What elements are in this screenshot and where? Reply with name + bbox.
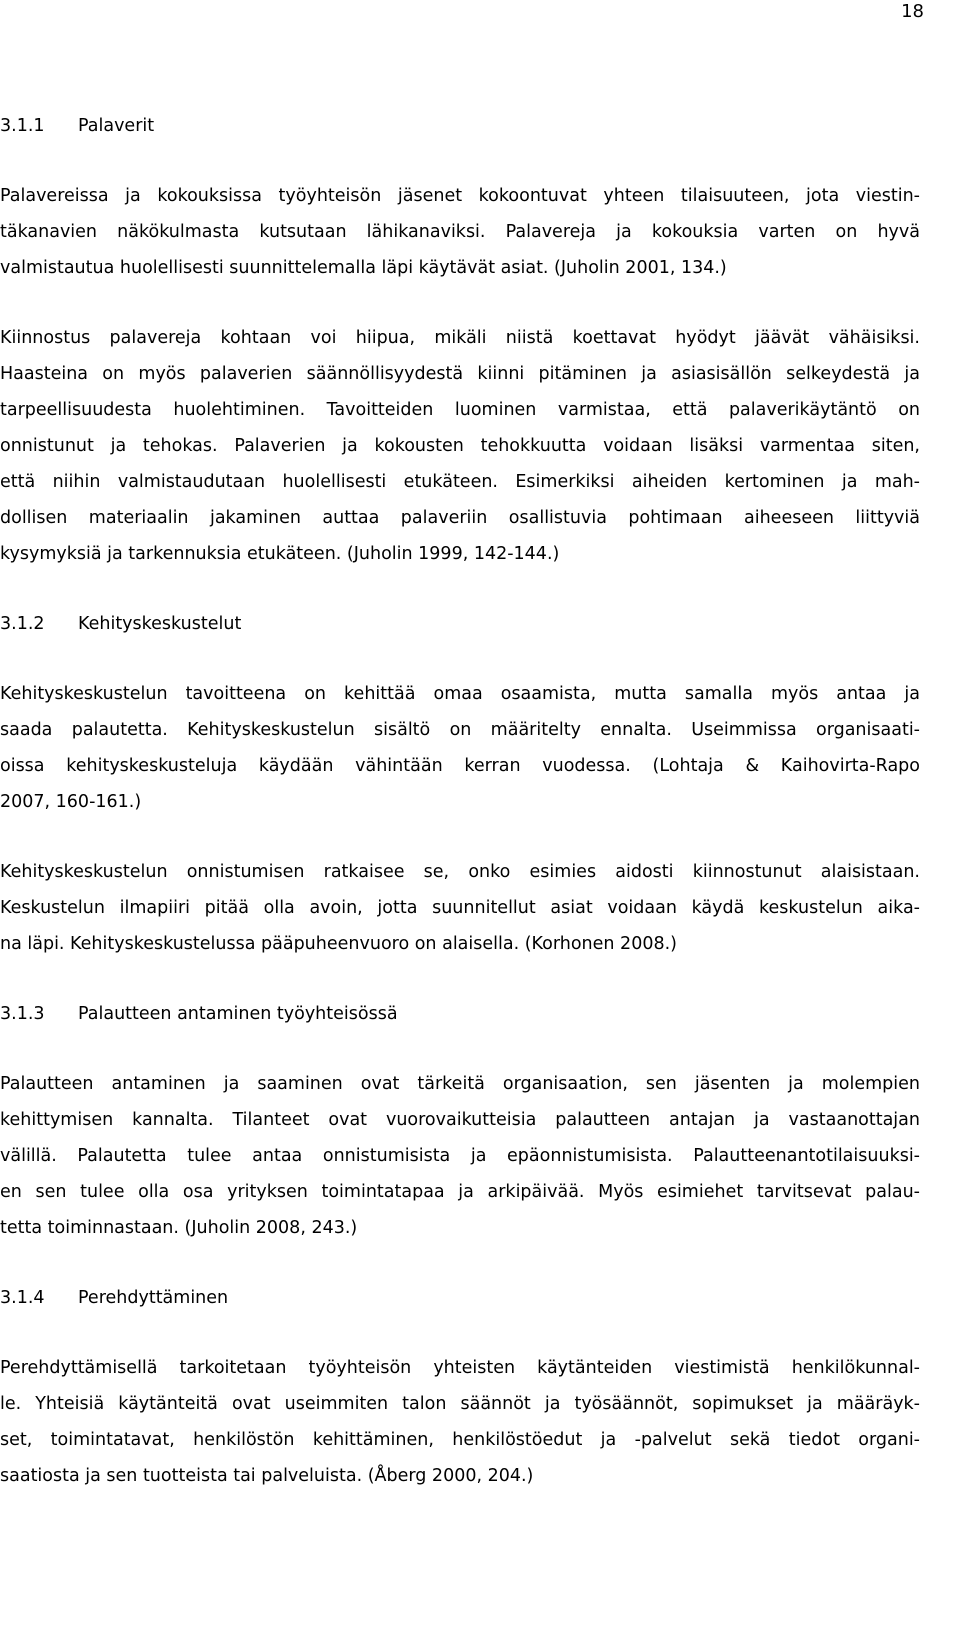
section-heading: [0, 108, 920, 144]
section-number: 3.1.1: [0, 116, 45, 136]
section-title: Kehityskeskustelut: [78, 614, 242, 634]
section-heading: [0, 606, 920, 642]
text-line: set, toimintatavat, henkilöstön kehittäminen, henkilöstöedut ja -palvelut sekä tiedot organi-: [0, 1430, 920, 1450]
text-line: Palavereissa ja kokouksissa työyhteisön jäsenet kokoontuvat yhteen tilaisuuteen, jota viestin-: [0, 186, 920, 206]
text-line: että niihin valmistaudutaan huolellisesti etukäteen. Esimerkiksi aiheiden kertominen ja mah-: [0, 472, 920, 492]
section-3-1-2: [0, 606, 920, 996]
document-body: [0, 108, 920, 1494]
text-line: tarpeellisuudesta huolehtiminen. Tavoitteiden luominen varmistaa, että palaverikäytäntö on: [0, 400, 920, 420]
text-line: le. Yhteisiä käytänteitä ovat useimmiten talon säännöt ja työsäännöt, sopimukset ja määräyk-: [0, 1394, 920, 1414]
page-number: 18: [901, 1, 924, 22]
text-line: Kiinnostus palavereja kohtaan voi hiipua, mikäli niistä koettavat hyödyt jäävät vähäisiksi.: [0, 328, 920, 348]
section-heading: [0, 1280, 920, 1316]
text-line: oissa kehityskeskusteluja käydään vähintään kerran vuodessa. (Lohtaja & Kaihovirta-Rapo: [0, 756, 920, 776]
text-line: kysymyksiä ja tarkennuksia etukäteen. (Juholin 1999, 142-144.): [0, 544, 560, 564]
text-line: 2007, 160-161.): [0, 792, 142, 812]
section-3-1-4: [0, 1280, 920, 1494]
section-title: Palaverit: [78, 116, 155, 136]
text-line: valmistautua huolellisesti suunnittelemalla läpi käytävät asiat. (Juholin 2001, 134.): [0, 258, 727, 278]
section-number: 3.1.4: [0, 1288, 45, 1308]
paragraph: [0, 320, 920, 572]
section-3-1-1: [0, 108, 920, 606]
section-heading: [0, 996, 920, 1032]
paragraph: [0, 676, 920, 820]
text-line: dollisen materiaalin jakaminen auttaa palaveriin osallistuvia pohtimaan aiheeseen liittyviä: [0, 508, 920, 528]
section-3-1-3: [0, 996, 920, 1280]
text-line: kehittymisen kannalta. Tilanteet ovat vuorovaikutteisia palautteen antajan ja vastaanottajan: [0, 1110, 920, 1130]
section-title: Perehdyttäminen: [78, 1288, 229, 1308]
paragraph: [0, 854, 920, 962]
text-line: Keskustelun ilmapiiri pitää olla avoin, jotta suunnitellut asiat voidaan käydä keskustelun aika-: [0, 898, 920, 918]
text-line: Haasteina on myös palaverien säännöllisyydestä kiinni pitäminen ja asiasisällön selkeydestä ja: [0, 364, 920, 384]
text-line: tetta toiminnastaan. (Juholin 2008, 243.): [0, 1218, 358, 1238]
section-title: Palautteen antaminen työyhteisössä: [78, 1004, 398, 1024]
text-line: onnistunut ja tehokas. Palaverien ja kokousten tehokkuutta voidaan lisäksi varmentaa siten,: [0, 436, 920, 456]
text-line: Kehityskeskustelun tavoitteena on kehittää omaa osaamista, mutta samalla myös antaa ja: [0, 684, 920, 704]
text-line: Perehdyttämisellä tarkoitetaan työyhteisön yhteisten käytänteiden viestimistä henkilökunnal-: [0, 1358, 920, 1378]
text-line: na läpi. Kehityskeskustelussa pääpuheenvuoro on alaisella. (Korhonen 2008.): [0, 934, 677, 954]
paragraph: [0, 1066, 920, 1246]
text-line: saada palautetta. Kehityskeskustelun sisältö on määritelty ennalta. Useimmissa organisaati-: [0, 720, 920, 740]
text-line: täkanavien näkökulmasta kutsutaan lähikanaviksi. Palavereja ja kokouksia varten on hyvä: [0, 222, 920, 242]
text-line: en sen tulee olla osa yrityksen toimintatapaa ja arkipäivää. Myös esimiehet tarvitsevat palau-: [0, 1182, 920, 1202]
paragraph: [0, 1350, 920, 1494]
section-number: 3.1.3: [0, 1004, 45, 1024]
text-line: välillä. Palautetta tulee antaa onnistumisista ja epäonnistumisista. Palautteenantotilaisuuksi-: [0, 1146, 920, 1166]
section-number: 3.1.2: [0, 614, 45, 634]
paragraph: [0, 178, 920, 286]
text-line: Palautteen antaminen ja saaminen ovat tärkeitä organisaation, sen jäsenten ja molempien: [0, 1074, 920, 1094]
text-line: Kehityskeskustelun onnistumisen ratkaisee se, onko esimies aidosti kiinnostunut alaisistaan.: [0, 862, 920, 882]
text-line: saatiosta ja sen tuotteista tai palveluista. (Åberg 2000, 204.): [0, 1466, 534, 1486]
